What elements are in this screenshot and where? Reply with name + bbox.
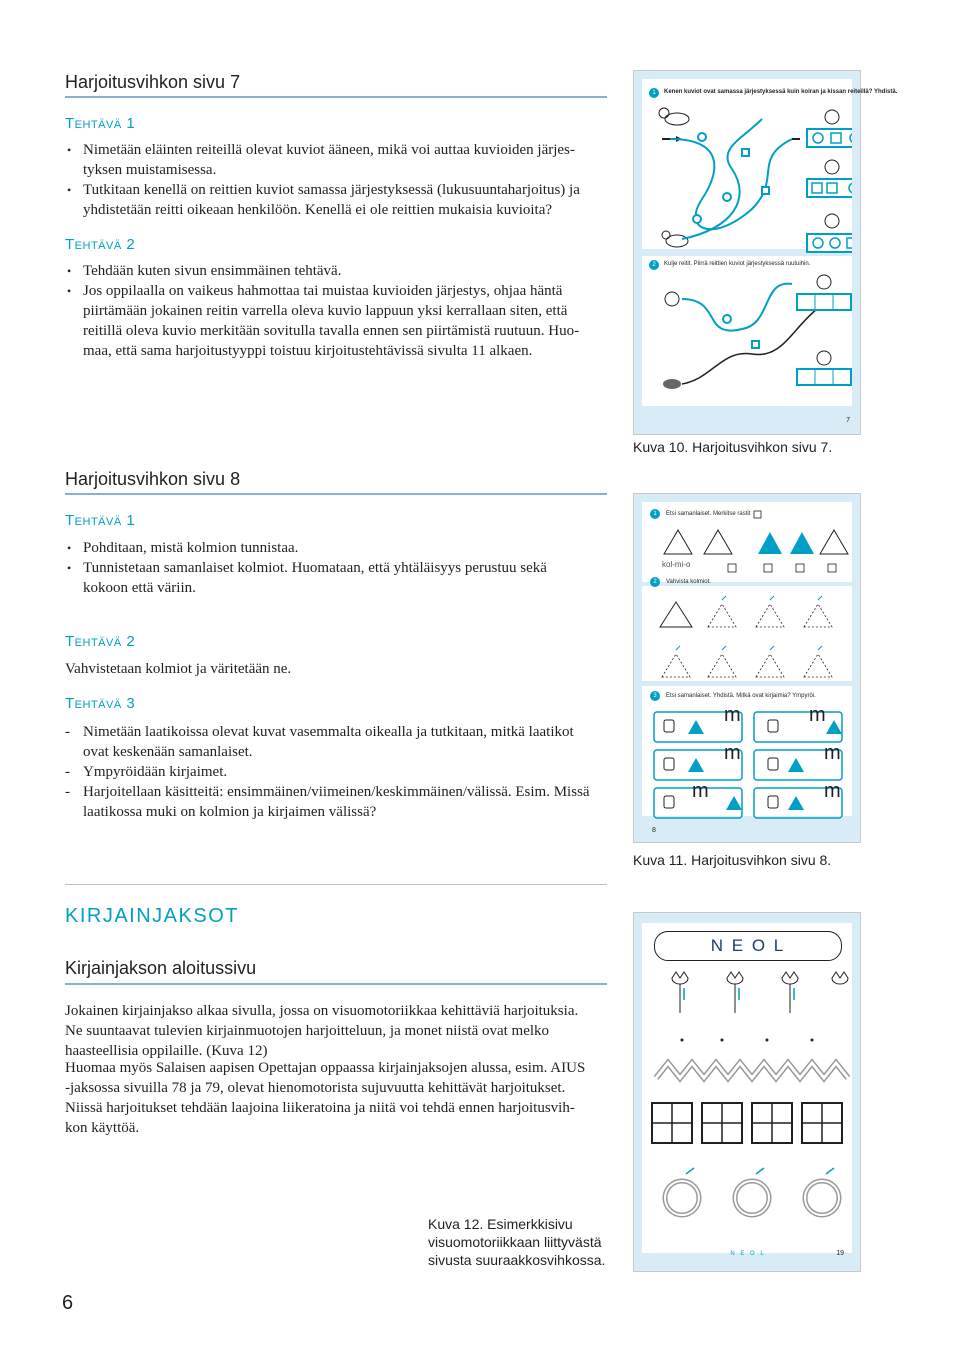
section3-title: Kirjainjakson aloitussivu	[65, 958, 257, 978]
dog-icon	[659, 108, 689, 125]
mug-icon	[664, 720, 778, 808]
letter-m: m	[809, 704, 826, 726]
letter-m: m	[824, 742, 841, 764]
list-item: • Nimetään eläinten reiteillä olevat kuviot ääneen, mikä voi auttaa kuvioiden järjes- tyksen muistamisessa.	[65, 140, 610, 180]
section2-task1-list	[65, 538, 610, 598]
section3-top-rule	[65, 884, 607, 885]
section2-task3-label: Tehtävä 3	[65, 695, 136, 712]
letter-footer: N E O L	[730, 1251, 766, 1257]
exercise-instruction: Etsi samanlaiset. Merkitse rastit	[666, 511, 751, 517]
frog-icon	[665, 292, 679, 306]
section1-task2-list	[65, 261, 610, 361]
letter-banner: N E O L	[654, 931, 842, 961]
exercise-instruction: Kenen kuviot ovat samassa järjestyksessä kuin koiran ja kissan reiteillä? Yhdistä.	[664, 89, 898, 95]
bird-icon	[663, 379, 681, 389]
motor-skill-exercises	[642, 968, 852, 1258]
exercise-number-badge: 3	[650, 691, 660, 701]
page-number: 6	[62, 1292, 74, 1314]
list-item: - Nimetään laatikoissa olevat kuvat vasemmalta oikealla ja tutkitaan, mitkä laatikot ovat keskenään samanlaiset.	[65, 722, 610, 762]
letter-section-thumbnail	[633, 912, 861, 1272]
exercise-number-badge: 2	[649, 260, 659, 270]
section2-task2-text: Vahvistetaan kolmiot ja väritetään ne.	[65, 661, 292, 677]
section3-heading: KIRJAINJAKSOT	[65, 905, 239, 927]
section2-rule	[65, 493, 607, 495]
list-item: - Ympyröidään kirjaimet.	[65, 762, 610, 782]
list-item: - Harjoitellaan käsitteitä: ensimmäinen/viimeinen/keskimmäinen/välissä. Esim. Missä laatikossa muki on kolmion ja kirjaimen välissä?	[65, 782, 610, 822]
exercise-instruction: Vahvista kolmiot.	[666, 579, 711, 585]
hyphenated-word: kol-mi-o	[662, 560, 691, 569]
section1-task1-list	[65, 140, 610, 220]
section3-paragraph1: Jokainen kirjainjakso alkaa sivulla, jossa on visuomotoriikkaa kehittäviä harjoituksia. Ne suuntaavat tulevien kirjainmuotojen harjoitteluun, ja monet niistä ovat melko haasteellisia oppilaille. (Kuva 12)	[65, 1003, 579, 1059]
workbook-page-number: 8	[652, 827, 656, 834]
section3-paragraph2: Huomaa myös Salaisen aapisen Opettajan oppaassa kirjainjaksojen alussa, esim. AIUS -jaksossa sivuilla 78 ja 79, olevat hienomotorista sujuvuutta kehittävät harjoitukset. Niissä harjoitukset tehdään laajoina liikeratoina ja niitä voi tehdä ennen harjoitusvih- kon käyttöä.	[65, 1060, 586, 1136]
workbook-page-number: 7	[846, 417, 850, 424]
exercise-instruction: Etsi samanlaiset. Yhdistä. Mitkä ovat kirjaimia? Ympyröi.	[666, 693, 816, 699]
figure-11-caption: Kuva 11. Harjoitusvihkon sivu 8.	[633, 852, 832, 868]
workbook-page-number: 19	[836, 1250, 844, 1257]
figure-10-caption: Kuva 10. Harjoitusvihkon sivu 7.	[633, 439, 833, 455]
letter-m: m	[724, 704, 741, 726]
list-item: • Tutkitaan kenellä on reittien kuviot samassa järjestyksessä (lukusuuntaharjoitus) ja yhdistetään reitti oikeaan henkilöön. Kenellä ei ole reittien mukaisia kuvioita?	[65, 180, 610, 220]
section2-task2-label: Tehtävä 2	[65, 633, 136, 650]
exercise-instruction: Kulje reitit. Piirrä reittien kuviot järjestyksessä ruutuihin.	[664, 261, 811, 267]
exercise-number-badge: 1	[650, 509, 660, 519]
figure-12-caption: Kuva 12. Esimerkkisivu visuomotoriikkaan liittyvästä sivusta suuraakkosvihkossa.	[428, 1216, 606, 1268]
route-illustration	[642, 79, 852, 409]
list-item: • Tehdään kuten sivun ensimmäinen tehtävä.	[65, 261, 610, 281]
triangle-exercises	[642, 502, 852, 822]
section1-title: Harjoitusvihkon sivu 7	[65, 72, 241, 92]
section3-rule	[65, 983, 607, 985]
section1-task1-label: Tehtävä 1	[65, 115, 136, 132]
letter-m: m	[692, 780, 709, 802]
exercise-number-badge: 1	[649, 88, 659, 98]
list-item: • Pohditaan, mistä kolmion tunnistaa.	[65, 538, 610, 558]
tulip-icon	[672, 972, 848, 1013]
section2-title: Harjoitusvihkon sivu 8	[65, 469, 241, 489]
list-item: • Jos oppilaalla on vaikeus hahmottaa tai muistaa kuvioiden järjestys, ohjaa häntä piirtämään jokainen reitin varrella oleva kuvio lappuun yksi kerrallaan siten, että reitillä oleva kuvio merkitään sovitulla tavalla ennen sen piirtämistä ruutuun. Huo- maa, että sama harjoitustyyppi toistuu kirjoitustehtävissä sivulta 11 alkaen.	[65, 281, 610, 361]
letter-m: m	[824, 780, 841, 802]
workbook-page-7-thumbnail	[633, 70, 898, 435]
triangle-icon	[664, 530, 848, 554]
exercise-number-badge: 2	[650, 577, 660, 587]
section1-task2-label: Tehtävä 2	[65, 236, 136, 253]
section1-rule	[65, 96, 607, 98]
section2-task1-label: Tehtävä 1	[65, 512, 136, 529]
letter-m: m	[724, 742, 741, 764]
list-item: • Tunnistetaan samanlaiset kolmiot. Huomataan, että yhtäläisyys perustuu sekä kokoon että väriin.	[65, 558, 610, 598]
section2-task3-list	[65, 722, 610, 822]
workbook-page-8-thumbnail	[633, 493, 861, 843]
